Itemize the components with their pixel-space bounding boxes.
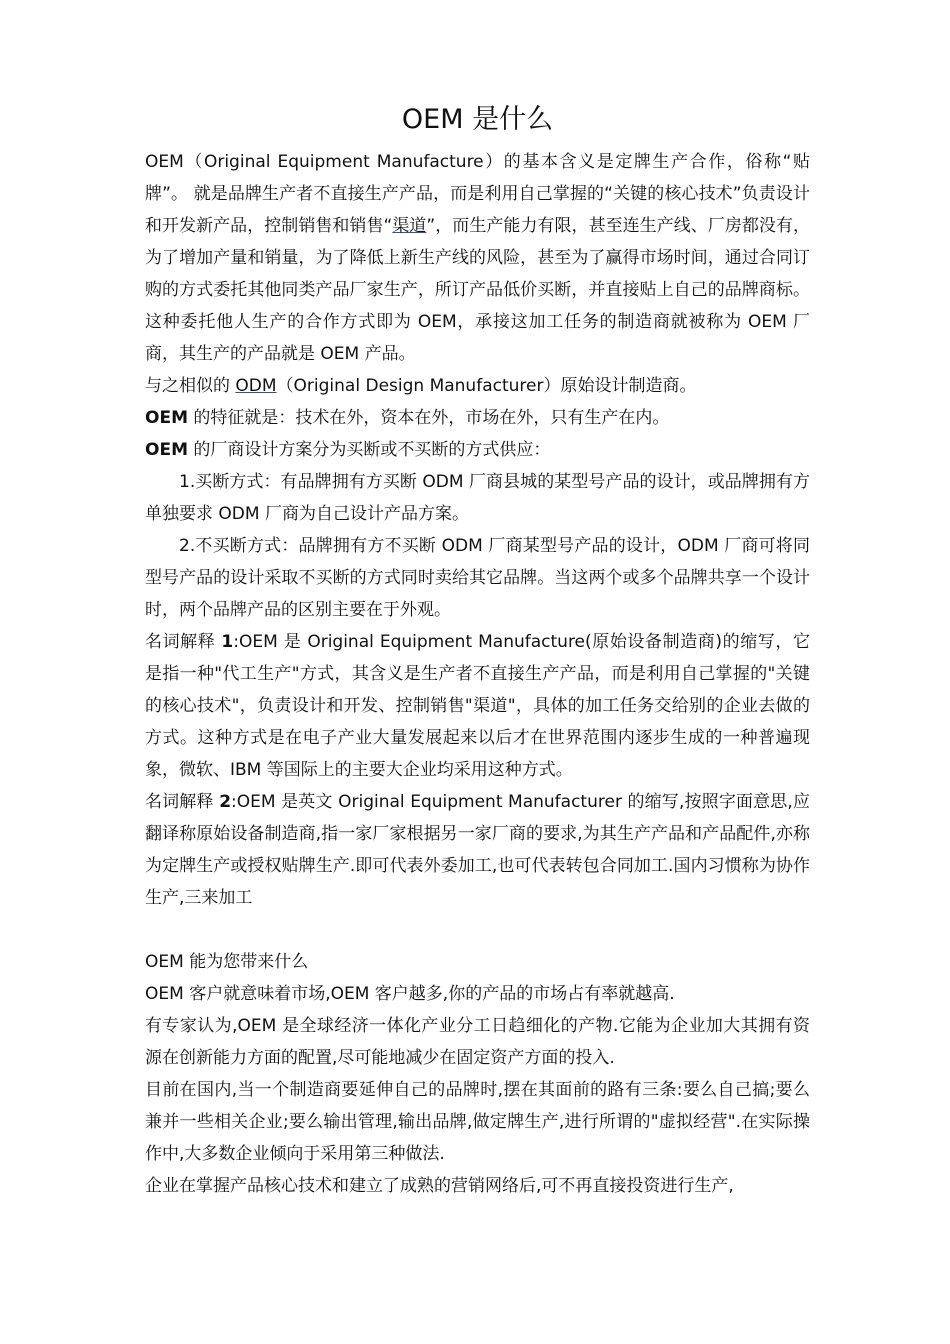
- paragraph-term-2: [145, 786, 810, 914]
- term-label: 名词解释: [145, 792, 220, 812]
- paragraph-text: :OEM 是 Original Equipment Manufacture(原始设备制造商)的缩写，它是指一种"代工生产"方式，其含义是生产者不直接生产产品，而是利用自己掌握的"关键的核心技术"，负责设计和开发、控制销售"渠道"，具体的加工任务交给别的企业去做的方式。这种方式是在电子产业大量发展起来以后才在世界范围内逐步生成的一种普遍现象，微软、IBM 等国际上的主要大企业均采用这种方式。: [145, 632, 810, 780]
- paragraph-market: OEM 客户就意味着市场,OEM 客户越多,你的产品的市场占有率就越高.: [145, 984, 675, 1004]
- paragraph-text: 的厂商设计方案分为买断或不买断的方式供应：: [187, 440, 551, 460]
- term-number: 1: [221, 632, 234, 652]
- paragraph-text: OEM（Original Equipment Manufacture）的基本含义是定牌生产合作，俗称“贴牌”。 就是品牌生产者不直接生产产品，而是利用自己掌握的“关键的核心技术”负责设计和开发新产品，控制销售和销售“: [145, 152, 810, 236]
- link-channel[interactable]: 渠道: [392, 216, 427, 236]
- paragraph-text: （Original Design Manufacturer）原始设计制造商。: [276, 376, 697, 396]
- paragraph-features: [145, 402, 810, 434]
- term-label: 名词解释: [145, 632, 222, 652]
- blank-line: [145, 914, 810, 946]
- paragraph-expert: 有专家认为,OEM 是全球经济一体化产业分工日趋细化的产物.它能为企业加大其拥有资源在创新能力方面的配置,尽可能地减少在固定资产方面的投入.: [145, 1016, 810, 1068]
- link-odm[interactable]: ODM: [235, 376, 277, 396]
- term-number: 2: [219, 792, 232, 812]
- section-heading: OEM 能为您带来什么: [145, 952, 309, 972]
- paragraph-domestic: 目前在国内,当一个制造商要延伸自己的品牌时,摆在其面前的路有三条:要么自己搞;要么兼并一些相关企业;要么输出管理,输出品牌,做定牌生产,进行所谓的"虚拟经营".在实际操作中,大多数企业倾向于采用第三种做法.: [145, 1080, 810, 1164]
- list-item-no-buyout: 2.不买断方式：品牌拥有方不买断 ODM 厂商某型号产品的设计，ODM 厂商可将同型号产品的设计采取不买断的方式同时卖给其它品牌。当这两个或多个品牌共享一个设计时，两个品牌产品的区别主要在于外观。: [145, 536, 810, 620]
- paragraph-odm: [145, 370, 810, 402]
- paragraph-term-1: [145, 626, 810, 786]
- bold-term: OEM: [145, 440, 188, 460]
- paragraph-text: ”，而生产能力有限，甚至连生产线、厂房都没有，为了增加产量和销量，为了降低上新生产线的风险，甚至为了赢得市场时间，通过合同订购的方式委托其他同类产品厂家生产，所订产品低价买断，并直接贴上自己的品牌商标。这种委托他人生产的合作方式即为 OEM，承接这加工任务的制造商就被称为 OEM 厂商，其生产的产品就是 OEM 产品。: [145, 216, 811, 364]
- paragraph-text: 的特征就是：技术在外，资本在外，市场在外，只有生产在内。: [187, 408, 670, 428]
- paragraph-enterprise: 企业在掌握产品核心技术和建立了成熟的营销网络后,可不再直接投资进行生产,: [145, 1176, 734, 1196]
- bold-term: OEM: [145, 408, 188, 428]
- list-item-buyout: 1.买断方式：有品牌拥有方买断 ODM 厂商县城的某型号产品的设计，或品牌拥有方单独要求 ODM 厂商为自己设计产品方案。: [145, 472, 810, 524]
- paragraph-definition: [145, 146, 810, 370]
- paragraph-text: :OEM 是英文 Original Equipment Manufacturer 的缩写,按照字面意思,应翻译称原始设备制造商,指一家厂家根据另一家厂商的要求,为其生产产品和产品配件,亦称为定牌生产或授权贴牌生产.即可代表外委加工,也可代表转包合同加工.国内习惯称为协作生产,三来加工: [145, 792, 810, 908]
- page-title: OEM 是什么: [401, 104, 554, 135]
- document-page: [145, 100, 810, 1202]
- paragraph-supply: [145, 434, 810, 466]
- paragraph-text: 与之相似的: [145, 376, 236, 396]
